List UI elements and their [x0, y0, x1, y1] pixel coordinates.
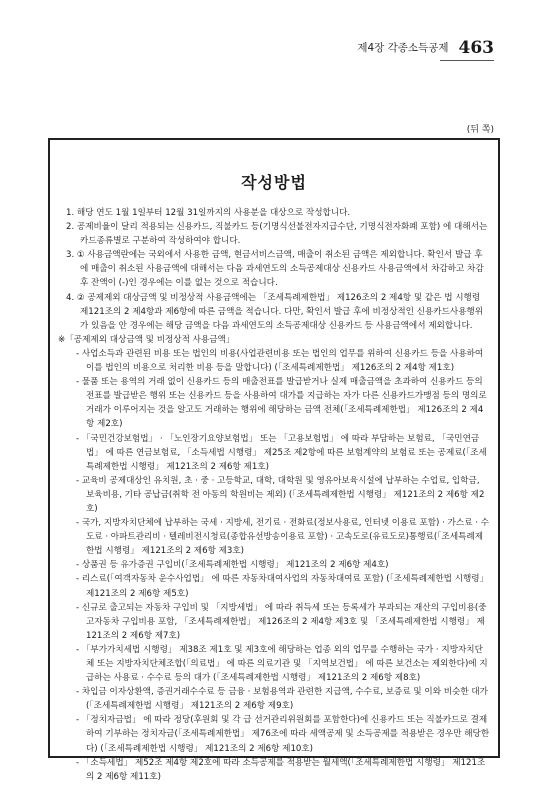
- chapter-label: 제4장 각종소득공제: [357, 42, 449, 54]
- exclusion-item: - 「정치자금법」 에 따라 정당(후원회 및 각 급 선거관리위원회를 포함한다)에 신용카드 또는 직불카드로 결제하여 기부하는 정치자금(「조세특례제한법」 제76조에 따라 세액공제 및 소득공제를 적용받은 경우만 해당한다) (「조세특례제한법 시행령」 제121조의 2 제6항 제10호): [76, 715, 490, 754]
- instruction-list: [58, 206, 490, 784]
- exclusion-item: - 사업소득과 관련된 비용 또는 법인의 비용(사업관련비용 또는 법인의 업무를 위하여 신용카드 등을 사용하여 이를 법인의 비용으로 처리한 비용 등을 말합니다) (「조세특례제한법」 제126조의 2 제4항 제1호): [76, 348, 484, 374]
- note-heading: ※「공제제외 대상금액 및 비정상적 사용금액」: [58, 334, 235, 345]
- header-rule: [440, 60, 494, 61]
- instructions-form-box: [48, 138, 500, 782]
- exclusion-item: - 물품 또는 용역의 거래 없이 신용카드 등의 매출전표를 발급받거나 실제 매출금액을 초과하여 신용카드 등의 전표를 발급받은 행위 또는 신용카드 등을 사용하여 대가를 지급하는 자가 다른 신용카드가맹점 등의 명의로 거래가 이루어지는 것을 알고도 거래하는 행위에 해당하는 금액 전체(「조세특례제한법」 제126조의 2 제4항 제2호): [76, 377, 487, 430]
- numbered-instruction: 2. 공제비율이 달리 적용되는 신용카드, 직불카드 등(기명식선불전자지급수단, 기명식전자화폐 포함) 에 대해서는 카드종류별로 구분하여 작성하여야 합니다.: [66, 222, 488, 247]
- running-header: [357, 40, 494, 57]
- exclusion-item: - 신규로 출고되는 자동차 구입비 및 「지방세법」 에 따라 취득세 또는 등록세가 부과되는 재산의 구입비용(중고자동차 구입비용 포함, 「조세특례제한법」 제126조의 2 제4항 제3호 및 「조세특례제한법 시행령」 제121조의 2 제6항 제7호): [76, 602, 487, 641]
- exclusion-item: - 리스료(「여객자동차 운수사업법」 에 따른 자동차대여사업의 자동차대여료 포함) (「조세특례제한법 시행령」 제121조의 2 제6항 제5호): [76, 574, 489, 599]
- numbered-instruction: 1. 해당 연도 1월 1일부터 12월 31일까지의 사용분을 대상으로 작성합니다.: [66, 208, 351, 218]
- form-title: 작성방법: [241, 173, 307, 192]
- numbered-instruction: 4. ② 공제제외 대상금액 및 비정상적 사용금액에는 「조세특례제한법」 제126조의 2 제4항 및 같은 법 시행령 제121조의 2 제4항과 제6항에 따른 금액을 적습니다. 다만, 확인서 발급 후에 비정상적인 신용카드사용행위가 있음을 안 경우에는 해당 금액을 다음 과세연도의 소득공제대상 신용카드 등 사용금액에서 제외합니다.: [66, 292, 484, 331]
- exclusion-item: - 상품권 등 유가증권 구입비(「조세특례제한법 시행령」 제121조의 2 제6항 제4호): [76, 560, 389, 571]
- exclusion-item: - 「부가가치세법 시행령」 제38조 제1호 및 제3호에 해당하는 업종 외의 업무를 수행하는 국가 · 지방자치단체 또는 지방자치단체조합(「의료법」 에 따른 의료기관 및 「지역보건법」 에 따른 보건소는 제외한다)에 지급하는 사용료 · 수수료 등의 대가 (「조세특례제한법 시행령」 제121조의 2 제6항 제8호): [76, 644, 488, 684]
- numbered-instruction: 3. ① 사용금액란에는 국외에서 사용한 금액, 현금서비스금액, 매출이 취소된 금액은 제외합니다. 확인서 발급 후에 매출이 취소된 사용금액에 대해서는 다음 과세연도의 소득공제대상 신용카드 사용금액에서 차감하고 차감 후 잔액이 (-)인 경우에는 이를 없는 것으로 적습니다.: [66, 250, 484, 289]
- back-side-note: (뒤 쪽): [466, 125, 494, 135]
- page-number: 463: [458, 38, 494, 58]
- exclusion-item: - 교육비 공제대상인 유치원, 초 · 중 · 고등학교, 대학, 대학원 및 영유아보육시설에 납부하는 수업료, 입학금, 보육비용, 기타 공납금(취학 전 아동의 학원비는 제외) (「조세특례제한법 시행령」 제121조의 2 제6항 제2호): [76, 475, 485, 514]
- exclusion-item: - 국가, 지방자치단체에 납부하는 국세 · 지방세, 전기료 · 전화료(정보사용료, 인터넷 이용료 포함) · 가스료 · 수도료 · 아파트관리비 · 텔레비전시청료(종합유선방송이용료 포함) · 고속도로(유료도로)통행료(「조세특례제한법 시행령」 제121조의 2 제6항 제3호): [76, 518, 490, 557]
- exclusion-item: - 「국민건강보험법」 · 「노인장기요양보험법」 또는 「고용보험법」 에 따라 부담하는 보험료, 「국민연금법」 에 따른 연금보험료, 「소득세법 시행령」 제25조 제2항에 따른 보험계약의 보험료 또는 공제료(「조세특례제한법 시행령」 제121조의 2 제6항 제1호): [76, 433, 487, 472]
- exclusion-item: - 「소득세법」 제52조 제4항 제2호에 따라 소득공제를 적용받는 월세액(「조세특례제한법 시행령」 제121조의 2 제6항 제11호): [76, 757, 486, 782]
- exclusion-item: - 차입금 이자상환액, 증권거래수수료 등 금융 · 보험용역과 관련한 지급액, 수수료, 보증료 및 이와 비슷한 대가 (「조세특례제한법 시행령」 제121조의 2 제6항 제9호): [76, 687, 488, 712]
